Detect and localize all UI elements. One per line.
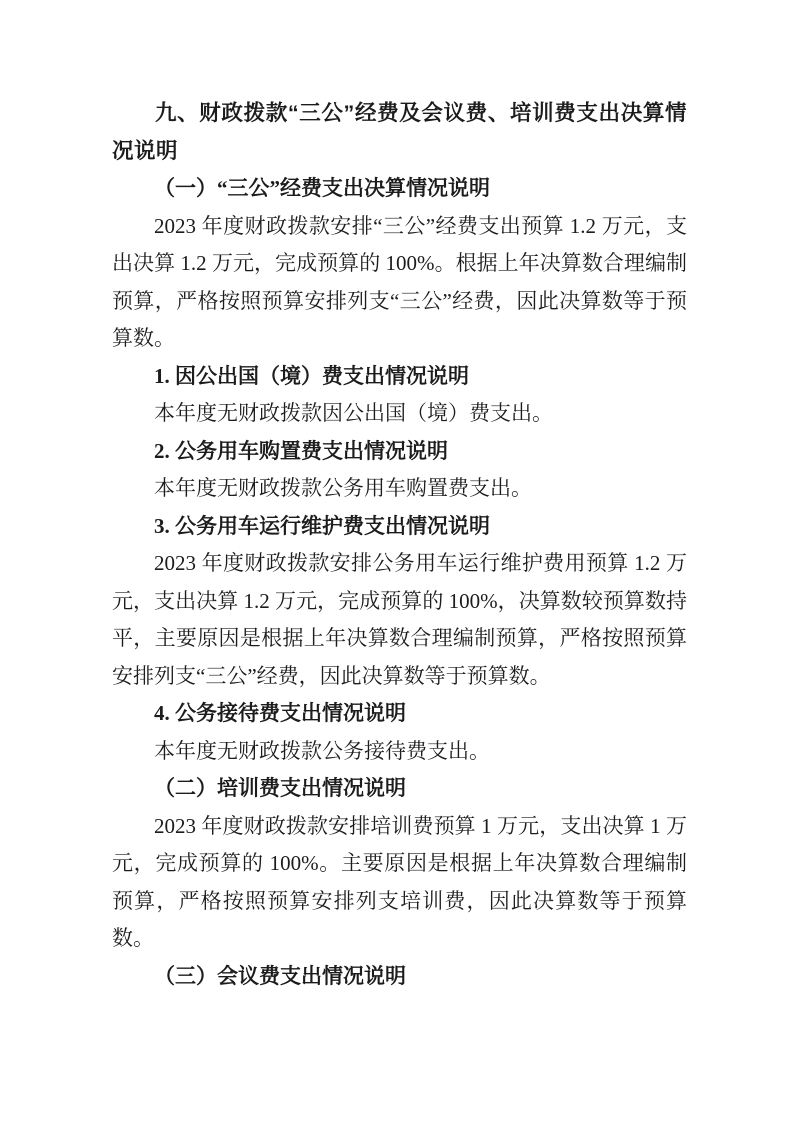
subheading-1-abroad-fee: 1. 因公出国（境）费支出情况说明 xyxy=(154,363,469,388)
subheading-4-reception-fee: 4. 公务接待费支出情况说明 xyxy=(154,701,406,725)
subheading-three-meeting-fee: （三）会议费支出情况说明 xyxy=(154,963,406,988)
paragraph-vehicle-purchase: 本年度无财政拨款公务用车购置费支出。 xyxy=(154,476,532,500)
paragraph-training-fee: 2023 年度财政拨款安排培训费预算 1 万元，支出决算 1 万元，完成预算的 100%。主要原因是根据上年决算数合理编制预算，严格按照预算安排列支培训费，因此决算数等于预算数。 xyxy=(112,813,687,950)
subheading-one-sangong: （一）“三公”经费支出决算情况说明 xyxy=(154,176,490,200)
section-heading-nine: 九、财政拨款“三公”经费及会议费、培训费支出决算情况说明 xyxy=(112,101,687,163)
paragraph-abroad-fee: 本年度无财政拨款因公出国（境）费支出。 xyxy=(154,401,553,425)
paragraph-reception-fee: 本年度无财政拨款公务接待费支出。 xyxy=(154,738,490,763)
subheading-2-vehicle-purchase: 2. 公务用车购置费支出情况说明 xyxy=(154,438,448,463)
paragraph-sangong-summary: 2023 年度财政拨款安排“三公”经费支出预算 1.2 万元，支出决算 1.2 万元，完成预算的 100%。根据上年决算数合理编制预算，严格按照预算安排列支“三公”经费，因此决算数等于预算数。 xyxy=(112,213,687,350)
subheading-3-vehicle-maintenance: 3. 公务用车运行维护费支出情况说明 xyxy=(154,513,490,538)
subheading-two-training-fee: （二）培训费支出情况说明 xyxy=(154,776,406,800)
paragraph-vehicle-maintenance: 2023 年度财政拨款安排公务用车运行维护费用预算 1.2 万元，支出决算 1.2 万元，完成预算的 100%，决算数较预算数持平，主要原因是根据上年决算数合理编制预算，严格按照预算安排列支“三公”经费，因此决算数等于预算数。 xyxy=(112,551,687,688)
